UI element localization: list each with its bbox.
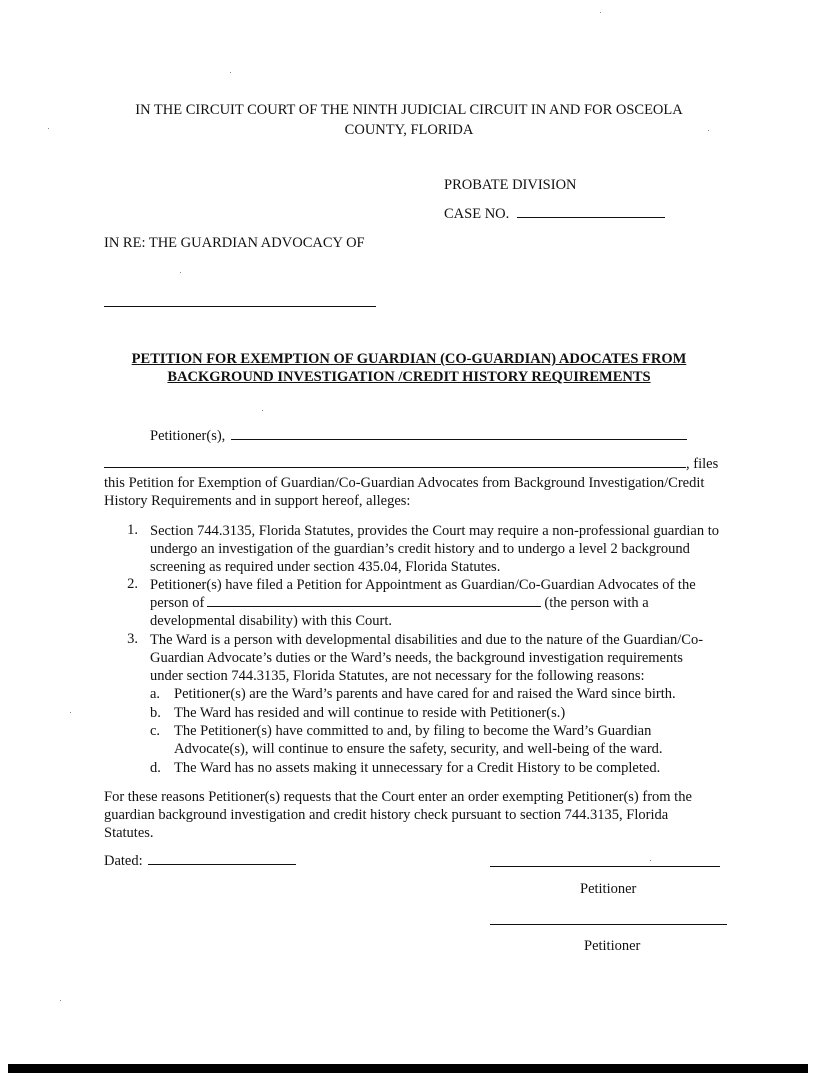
petitioner-label-2: Petitioner <box>584 938 641 954</box>
closing-line-2: guardian background investigation and credit history check pursuant to section 744.3135, Florida <box>104 807 669 823</box>
item-2-number: 2. <box>127 576 138 592</box>
reason-c-text-1: The Petitioner(s) have committed to and, by filing to become the Ward’s Guardian <box>174 723 652 739</box>
reason-a-text: Petitioner(s) are the Ward’s parents and have cared for and raised the Ward since birth. <box>174 686 676 702</box>
reason-d-text: The Ward has no assets making it unnecessary for a Credit History to be completed. <box>174 760 661 776</box>
title-line-1: PETITION FOR EXEMPTION OF GUARDIAN (CO-GUARDIAN) ADOCATES FROM <box>131 351 687 367</box>
case-no-field[interactable] <box>517 216 665 218</box>
scan-speck <box>708 130 709 131</box>
closing-line-3: Statutes. <box>104 825 154 841</box>
petitioners-label: Petitioner(s), <box>150 428 226 444</box>
item-1-line-3: screening as required under section 435.04, Florida Statutes. <box>150 559 501 575</box>
reason-c <box>150 722 651 740</box>
reason-c-label: c. <box>150 723 161 739</box>
person-with-text: (the person with a <box>544 595 649 611</box>
scan-border-bar <box>8 1064 808 1073</box>
item-3-line-2: Guardian Advocate’s duties or the Ward’s needs, the background investigation requirements <box>150 650 683 666</box>
dated-line <box>104 853 296 870</box>
item-1-number: 1. <box>127 522 138 538</box>
petitioners-continuation <box>104 456 718 473</box>
court-line-1: IN THE CIRCUIT COURT OF THE NINTH JUDICIAL CIRCUIT IN AND FOR OSCEOLA <box>135 102 683 118</box>
court-heading <box>0 100 818 140</box>
ward-name-field[interactable] <box>104 306 376 307</box>
probate-division: PROBATE DIVISION <box>444 177 577 193</box>
petition-title <box>0 350 818 386</box>
reason-d <box>150 759 660 777</box>
case-no-label: CASE NO. <box>444 206 510 222</box>
scan-speck <box>70 712 71 713</box>
item-2-line-2 <box>150 594 696 612</box>
item-2-line-1: Petitioner(s) have filed a Petition for Appointment as Guardian/Co-Guardian Advocates of the <box>150 577 696 593</box>
signature-line-1[interactable] <box>490 866 720 867</box>
reason-c-text-2: Advocate(s), will continue to ensure the safety, security, and well-being of the ward. <box>174 741 663 757</box>
date-field[interactable] <box>148 863 296 865</box>
title-line-2: BACKGROUND INVESTIGATION /CREDIT HISTORY REQUIREMENTS <box>167 369 651 385</box>
scan-speck <box>262 410 263 411</box>
scan-speck <box>48 128 49 129</box>
item-1-line-1: Section 744.3135, Florida Statutes, provides the Court may require a non-professional guardian to <box>150 523 720 539</box>
intro-line-3: this Petition for Exemption of Guardian/Co-Guardian Advocates from Background Investigation/Credit <box>104 475 705 491</box>
scan-speck <box>60 1000 61 1001</box>
item-2-line-3: developmental disability) with this Court. <box>150 613 393 629</box>
petitioners-field-2[interactable] <box>104 466 686 468</box>
item-3-number: 3. <box>127 631 138 647</box>
reason-b-text: The Ward has resided and will continue to reside with Petitioner(s.) <box>174 705 566 721</box>
dated-label: Dated: <box>104 853 143 869</box>
case-number <box>444 206 665 223</box>
scan-speck <box>230 72 231 73</box>
scan-speck <box>600 12 601 13</box>
item-1 <box>150 522 719 576</box>
person-name-field[interactable] <box>207 605 541 607</box>
item-3-line-1: The Ward is a person with developmental disabilities and due to the nature of the Guardian/Co- <box>150 632 704 648</box>
in-re-line: IN RE: THE GUARDIAN ADVOCACY OF <box>104 235 365 251</box>
scan-speck <box>650 860 651 861</box>
intro-line-4: History Requirements and in support hereof, alleges: <box>104 493 411 509</box>
scan-speck <box>180 272 181 273</box>
petitioners-field[interactable] <box>231 438 687 440</box>
person-of-label: person of <box>150 595 205 611</box>
reason-a <box>150 685 676 703</box>
signature-line-2[interactable] <box>490 924 727 925</box>
files-text: , files <box>686 456 719 472</box>
reason-b-label: b. <box>150 705 161 721</box>
item-3 <box>150 631 703 685</box>
petitioner-label-1: Petitioner <box>580 881 637 897</box>
closing-line-1: For these reasons Petitioner(s) requests that the Court enter an order exempting Petitioner(s) from the <box>104 789 692 805</box>
reason-d-label: d. <box>150 760 161 776</box>
petitioners-line <box>150 428 687 445</box>
court-line-2: COUNTY, FLORIDA <box>344 122 474 138</box>
reason-a-label: a. <box>150 686 161 702</box>
item-3-line-3: under section 744.3135, Florida Statutes, are not necessary for the following reasons: <box>150 668 645 684</box>
item-1-line-2: undergo an investigation of the guardian’s credit history and to undergo a level 2 background <box>150 541 690 557</box>
reason-b <box>150 704 565 722</box>
item-2 <box>150 576 696 630</box>
